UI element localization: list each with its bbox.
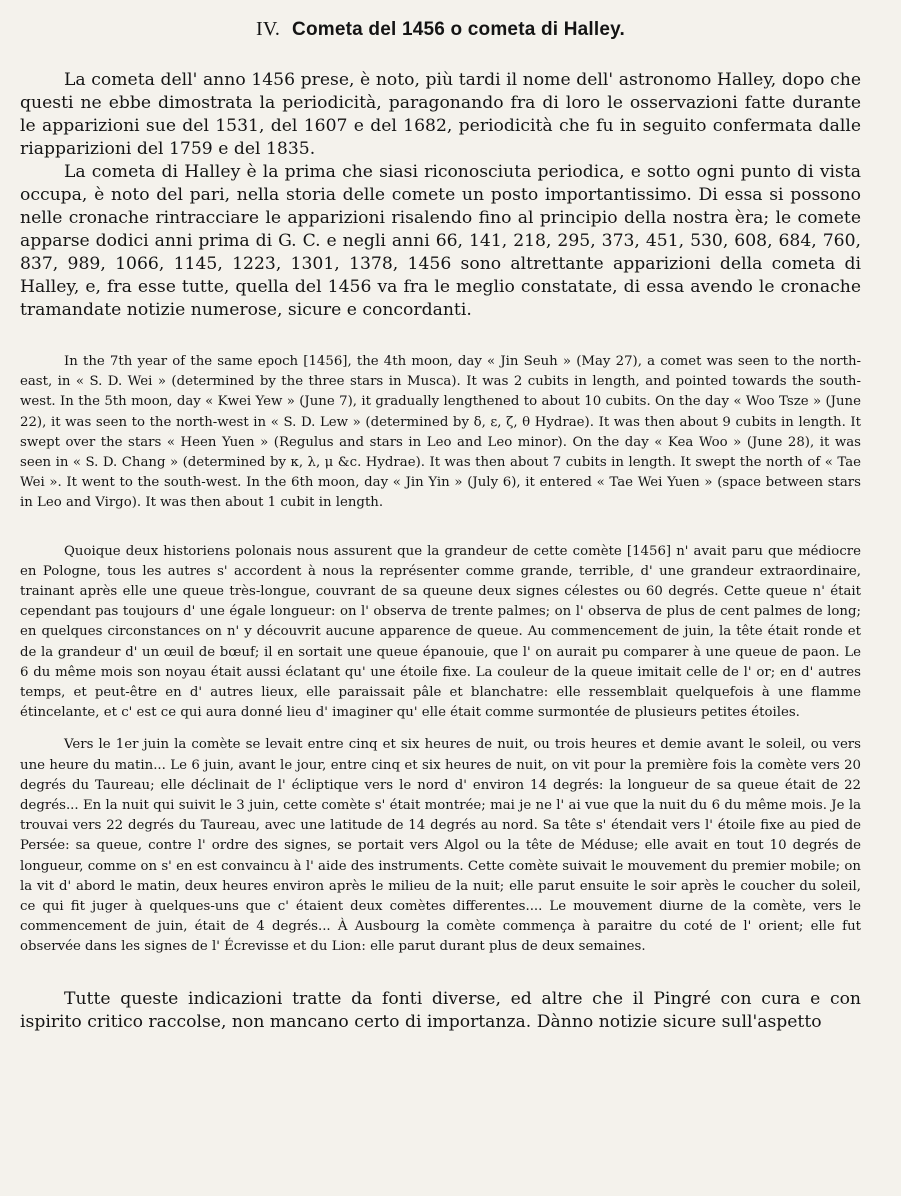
paragraph-2: La cometa di Halley è la prima che siasi riconosciuta periodica, e sotto ogni punto di vista occupa, è noto del pari, nella storia delle comete un posto importantissimo. Di essa si possono nelle cronache rintracciare le apparizioni risalendo fino al principio della nostra èra; le comete apparse dodici anni prima di G. C. e negli anni 66, 141, 218, 295, 373, 451, 530, 608, 684, 760, 837, 989, 1066, 1145, 1223, 1301, 1378, 1456 sono altrettante apparizioni della cometa di Halley, e, fra esse tutte, quella del 1456 va fra le meglio constatate, di essa avendo le cronache tramandate notizie numerose, sicure e concordanti. xyxy=(20,162,861,320)
closing-paragraph: Tutte queste indicazioni tratte da fonti diverse, ed altre che il Pingré con cura e con ispirito critico raccolse, non mancano certo di importanza. Dànno notizie sicure sull'aspetto xyxy=(20,988,861,1032)
intro-paragraphs xyxy=(20,69,861,322)
section-heading xyxy=(20,18,861,41)
paragraph-1: La cometa dell' anno 1456 prese, è noto, più tardi il nome dell' astronomo Halley, dopo che questi ne ebbe dimostrata la periodicità, paragonando fra di loro le osservazioni fatte durante le apparizioni sue del 1531, del 1607 e del 1682, periodicità che fu in seguito confermata dalle riapparizioni del 1759 e del 1835. xyxy=(20,70,861,159)
section-title: Cometa del 1456 o cometa di Halley. xyxy=(292,19,625,40)
english-quotation: In the 7th year of the same epoch [1456], the 4th moon, day « Jin Seuh » (May 27), a comet was seen to the north-east, in « S. D. Wei » (determined by the three stars in Musca). It was 2 cubits in length, and pointed towards the south-west. In the 5th moon, day « Kwei Yew » (June 7), it gradually lengthened to about 10 cubits. On the day « Woo Tsze » (June 22), it was seen to the north-west in « S. D. Lew » (determined by δ, ε, ζ, θ Hydrae). It was then about 9 cubits in length. It swept over the stars « Heen Yuen » (Regulus and stars in Leo and Leo minor). On the day « Kea Woo » (June 28), it was seen in « S. D. Chang » (determined by κ, λ, μ &c. Hydrae). It was then about 7 cubits in length. It swept the north of « Tae Wei ». It went to the south-west. In the 6th moon, day « Jin Yin » (July 6), it entered « Tae Wei Yuen » (space between stars in Leo and Virgo). It was then about 1 cubit in length. xyxy=(20,354,861,511)
section-number: IV. xyxy=(255,18,281,40)
french-quotation-1: Quoique deux historiens polonais nous assurent que la grandeur de cette comète [1456] n' avait paru que médiocre en Pologne, tous les autres s' accordent à nous la représenter comme grande, terrible, d' une grandeur extraordinaire, trainant après elle une queue très-longue, couvrant de sa queune deux signes célestes ou 60 degrés. Cette queue n' était cependant pas toujours d' une égale longueur: on l' observa de trente palmes; on l' observa de plus de cent palmes de long; en quelques circonstances on n' y découvrit aucune apparence de queue. Au commencement de juin, la tête était ronde et de la grandeur d' un œuil de bœuf; il en sortait une queue épanouie, que l' on aurait pu comparer à une queue de paon. Le 6 du même mois son noyau était aussi éclatant qu' une étoile fixe. La couleur de la queue imitait celle de l' or; en d' autres temps, et peut-être en d' autres lieux, elle paraissait pâle et blanchatre: elle ressemblait quelquefois à une flamme étincelante, et c' est ce qui aura donné lieu d' imaginer qu' elle était comme surmontée de plusieurs petites étoiles. xyxy=(20,543,861,721)
french-quotation-2: Vers le 1er juin la comète se levait entre cinq et six heures de nuit, ou trois heures et demie avant le soleil, ou vers une heure du matin... Le 6 juin, avant le jour, entre cinq et six heures de nuit, on vit pour la première fois la comète vers 20 degrés du Taureau; elle déclinait de l' écliptique vers le nord d' environ 14 degrés: la longueur de sa queue était de 22 degrés... En la nuit qui suivit le 3 juin, cette comète s' était montrée; mai je ne l' ai vue que la nuit du 6 du même mois. Je la trouvai vers 22 degrés du Taureau, avec une latitude de 14 degrés au nord. Sa tête s' étendait vers l' étoile fixe au pied de Persée: sa queue, contre l' ordre des signes, se portait vers Algol ou la tête de Méduse; elle avait en tout 10 degrés de longueur, comme on s' en est convaincu à l' aide des instruments. Cette comète suivait le mouvement du premier mobile; on la vit d' abord le matin, deux heures environ après le milieu de la nuit; elle parut ensuite le soir après le coucher du soleil, ce qui fit juger à quelques-uns que c' étaient deux comètes differentes.... Le mouvement diurne de la comète, vers le commencement de juin, était de 4 degrés... À Ausbourg la comète commença à paraitre du coté de l' orient; elle fut observée dans les signes de l' Écrevisse et du Lion: elle parut durant plus de deux semaines. xyxy=(20,737,861,955)
